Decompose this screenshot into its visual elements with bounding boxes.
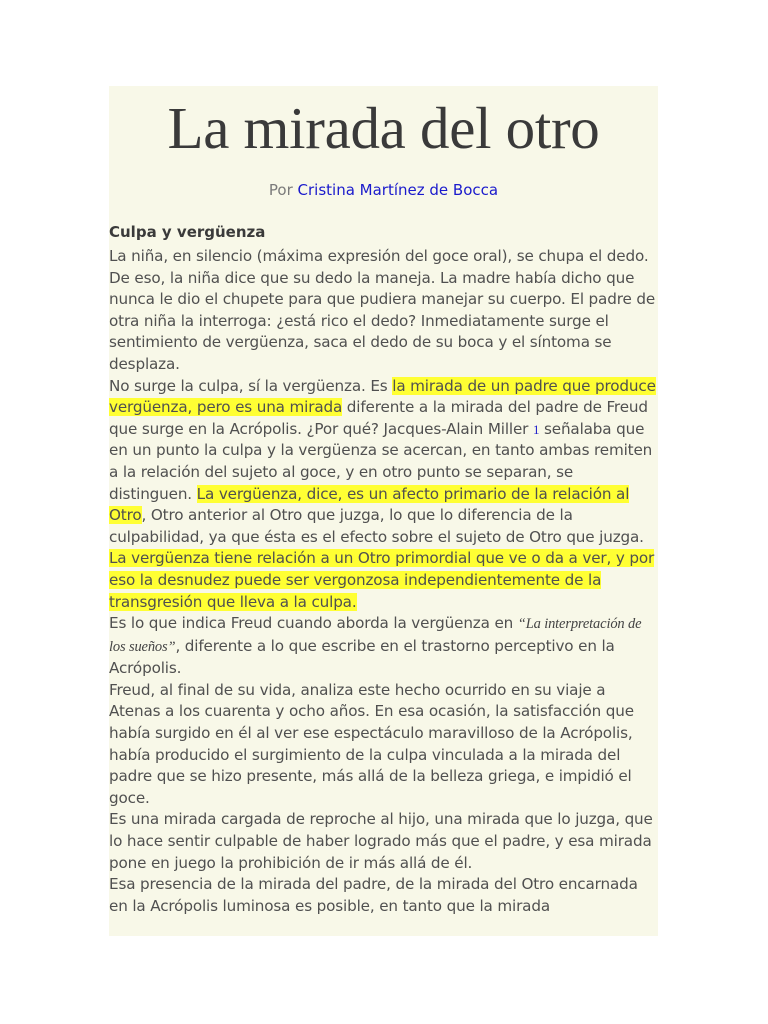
paragraph-4 xyxy=(109,613,658,680)
text-span: Es lo que indica Freud cuando aborda la vergüenza en xyxy=(109,614,518,633)
highlighted-text: la mirada de un padre que produce vergüenza, pero es una mirada xyxy=(109,376,656,417)
byline-prefix: Por xyxy=(268,181,298,199)
paragraph-1: La niña, en silencio (máxima expresión del goce oral), se chupa el dedo. xyxy=(109,247,649,265)
text-span: No surge la culpa, sí la vergüenza. Es xyxy=(109,376,393,395)
paragraph-2: De eso, la niña dice que su dedo la maneja. La madre había dicho que nunca le dio el chupete para que pudiera manejar su cuerpo. El padre de otra niña la interroga: ¿está rico el dedo? Inmediatamente surge el sentimiento de vergüenza, saca el dedo de su boca y el síntoma se desplaza. xyxy=(109,268,656,373)
paragraph-6: Es una mirada cargada de reproche al hijo, una mirada que lo juzga, que lo hace sentir culpable de haber logrado más que el padre, y esa mirada pone en juego la prohibición de ir más allá de él. xyxy=(109,810,653,872)
paragraph-3 xyxy=(109,376,658,614)
author-link[interactable]: Cristina Martínez de Bocca xyxy=(297,181,499,199)
text-span: señalaba que en un punto la culpa y la vergüenza se acercan, en tanto ambas remiten a la relación del sujeto al goce, y en otro punto se separan, se distinguen. xyxy=(109,419,653,503)
text-span: diferente a la mirada del padre de Freud que surge en la Acrópolis. ¿Por qué? Jacques-Alain Miller xyxy=(109,398,648,438)
article-body xyxy=(109,246,658,917)
text-span: , diferente a lo que escribe en el trastorno perceptivo en la Acrópolis. xyxy=(109,636,615,678)
byline xyxy=(109,180,658,200)
document-page xyxy=(109,86,658,936)
text-span: , Otro anterior al Otro que juzga, lo que lo diferencia de la culpabilidad, ya que ésta es el efecto sobre el sujeto de Otro que juzga. xyxy=(109,506,644,546)
paragraph-7: Esa presencia de la mirada del padre, de la mirada del Otro encarnada en la Acrópolis luminosa es posible, en tanto que la mirada xyxy=(109,875,638,915)
highlighted-text: La vergüenza, dice, es un afecto primario de la relación al Otro xyxy=(109,484,630,525)
highlighted-text: La vergüenza tiene relación a un Otro primordial que ve o da a ver, y por eso la desnudez puede ser vergonzosa independientemente de la transgresión que lleva a la culpa. xyxy=(109,549,655,611)
book-title-italic: “La interpretación de los sueños” xyxy=(109,616,642,655)
footnote-reference-link[interactable]: 1 xyxy=(532,421,540,437)
section-heading: Culpa y vergüenza xyxy=(109,223,266,241)
page-title: La mirada del otro xyxy=(167,95,600,161)
paragraph-5: Freud, al final de su vida, analiza este hecho ocurrido en su viaje a Atenas a los cuarenta y ocho años. En esa ocasión, la satisfacción que había surgido en él al ver ese espectáculo maravilloso de la Acrópolis, había producido el surgimiento de la culpa vinculada a la mirada del padre que se hizo presente, más allá de la belleza griega, e impidió el goce. xyxy=(109,680,634,807)
